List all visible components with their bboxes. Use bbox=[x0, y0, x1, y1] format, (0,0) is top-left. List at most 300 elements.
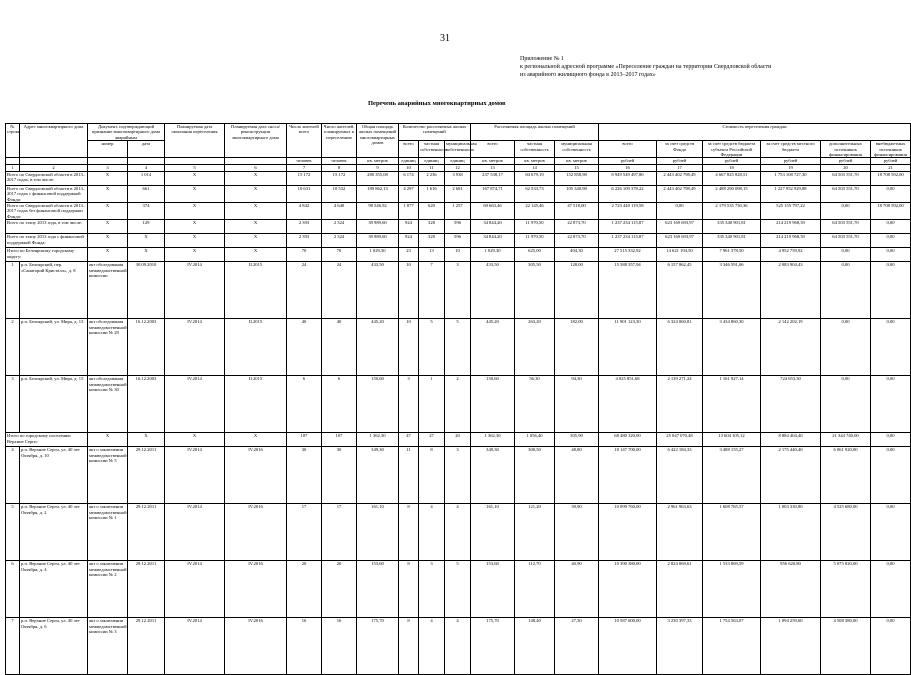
summary-cell: 21 344 740,00 bbox=[821, 433, 871, 447]
summary-cell: 98 546,92 bbox=[357, 203, 399, 220]
summary-cell: 1 257 bbox=[445, 203, 471, 220]
summary-cell: 2 393 bbox=[287, 220, 322, 234]
value-cell: 2 824 069,61 bbox=[657, 561, 703, 618]
summary-cell: 328 bbox=[419, 234, 445, 248]
column-numbers-row bbox=[6, 164, 911, 171]
value-cell: 8 bbox=[399, 561, 419, 618]
summary-cell: 2 324 bbox=[322, 234, 357, 248]
value-cell: 29.12.2011 bbox=[128, 447, 165, 504]
header-cost-total: всего bbox=[599, 141, 657, 158]
value-cell: II.2015 bbox=[225, 376, 287, 433]
value-cell: 11 bbox=[399, 447, 419, 504]
header-cost-extrabudget: внебюджетных источников финансирования bbox=[871, 141, 911, 158]
value-cell: 5 bbox=[445, 561, 471, 618]
summary-cell: 18 708 592,00 bbox=[871, 171, 911, 185]
value-cell: 6 157 862,45 bbox=[657, 262, 703, 319]
summary-cell: 596 bbox=[445, 220, 471, 234]
summary-cell: 10 631 bbox=[287, 185, 322, 202]
summary-cell: 280 355,08 bbox=[357, 171, 399, 185]
value-cell: 0,00 bbox=[871, 262, 911, 319]
value-cell: 2 175 440,40 bbox=[761, 447, 821, 504]
column-number: 13 bbox=[471, 164, 515, 171]
value-cell: 48,80 bbox=[555, 447, 599, 504]
summary-cell: 924 bbox=[399, 220, 419, 234]
summary-cell: 625,00 bbox=[515, 248, 555, 262]
summary-cell: 47 bbox=[399, 433, 419, 447]
summary-cell: 69 663,46 bbox=[471, 203, 515, 220]
header-demolition-date: Планируемая дата сноса/ реконструкции многоквартирного дома bbox=[225, 124, 287, 158]
column-number: 16 bbox=[599, 164, 657, 171]
summary-cell: 0,00 bbox=[821, 203, 871, 220]
summary-cell: 64 503 551,70 bbox=[821, 171, 871, 185]
summary-cell: 328 bbox=[419, 220, 445, 234]
unit-label: человек bbox=[322, 158, 357, 164]
unit-label: рублей bbox=[657, 158, 703, 164]
address-cell: р.п. Белоярский, ул. Мира, д. 13 bbox=[20, 319, 88, 376]
value-cell: 161,10 bbox=[357, 504, 399, 561]
header-address: Адрес многоквартирного дома bbox=[20, 124, 88, 158]
value-cell: 300,50 bbox=[515, 447, 555, 504]
row-number: 6 bbox=[6, 561, 20, 618]
value-cell: 40,90 bbox=[555, 561, 599, 618]
value-cell: акт о заключении межведомственной комиссии № 5 bbox=[88, 447, 128, 504]
unit-label: кв. метров bbox=[515, 158, 555, 164]
value-cell: 20 bbox=[287, 561, 322, 618]
summary-cell: 25 047 070,48 bbox=[657, 433, 703, 447]
address-cell: р.п. Белоярский, ул. Мира, д. 15 bbox=[20, 376, 88, 433]
summary-cell: 1 029,30 bbox=[471, 248, 515, 262]
summary-cell: X bbox=[165, 248, 225, 262]
summary-cell: X bbox=[88, 234, 128, 248]
summary-cell: 11 970,50 bbox=[515, 220, 555, 234]
header-cost: Стоимость переселения граждан bbox=[599, 124, 911, 141]
summary-cell: 7 961 378,50 bbox=[703, 248, 761, 262]
summary-cell: 2 393 bbox=[287, 234, 322, 248]
column-number: 20 bbox=[821, 164, 871, 171]
summary-cell: 1 753 108 727,30 bbox=[761, 171, 821, 185]
summary-cell: 0,00 bbox=[871, 234, 911, 248]
summary-cell: 237 538,17 bbox=[471, 171, 515, 185]
summary-cell: 64 503 551,70 bbox=[821, 185, 871, 202]
summary-cell: X bbox=[88, 203, 128, 220]
summary-cell: 2 324 bbox=[322, 220, 357, 234]
value-cell: 16.12.2003 bbox=[128, 319, 165, 376]
summary-cell: 2 236 bbox=[419, 171, 445, 185]
value-cell: 128,00 bbox=[555, 262, 599, 319]
summary-cell: 14 621 194,50 bbox=[657, 248, 703, 262]
summary-cell: 4 842 bbox=[287, 203, 322, 220]
value-cell: 8 bbox=[399, 618, 419, 675]
value-cell: 6 bbox=[322, 376, 357, 433]
summary-cell: 20 bbox=[445, 433, 471, 447]
summary-cell: 107 bbox=[322, 433, 357, 447]
value-cell: 1 533 869,59 bbox=[703, 561, 761, 618]
summary-cell: 167 874,71 bbox=[471, 185, 515, 202]
summary-cell: X bbox=[88, 248, 128, 262]
value-cell: 17 bbox=[287, 504, 322, 561]
summary-cell: 105 340,98 bbox=[555, 185, 599, 202]
value-cell: 8 bbox=[399, 504, 419, 561]
summary-cell: 6 226 109 378,22 bbox=[599, 185, 657, 202]
address-cell: р.п. Белоярский, пер. «Санаторий Кристалл», д. 8 bbox=[20, 262, 88, 319]
table-row bbox=[6, 504, 911, 561]
value-cell: 17 bbox=[322, 504, 357, 561]
unit-label: единиц bbox=[419, 158, 445, 164]
summary-cell: 47 518,00 bbox=[555, 203, 599, 220]
value-cell: 16.12.2003 bbox=[128, 376, 165, 433]
summary-cell: 0,00 bbox=[871, 433, 911, 447]
summary-label: Итого по городскому поселению Верхние Серги: bbox=[6, 433, 88, 447]
header-residents-total: Число жителей всего bbox=[287, 124, 322, 158]
summary-cell: 1 362,30 bbox=[357, 433, 399, 447]
header-cost-fund: за счет средств Фонда bbox=[657, 141, 703, 158]
summary-cell: X bbox=[225, 248, 287, 262]
row-number: 7 bbox=[6, 618, 20, 675]
summary-cell: 34 844,20 bbox=[471, 220, 515, 234]
value-cell: IV.2016 bbox=[225, 618, 287, 675]
summary-cell: 1 014 bbox=[128, 171, 165, 185]
table-row bbox=[6, 262, 911, 319]
value-cell: 29.12.2011 bbox=[128, 504, 165, 561]
column-number: 12 bbox=[445, 164, 471, 171]
summary-cell: 1 877 bbox=[399, 203, 419, 220]
summary-cell: X bbox=[88, 220, 128, 234]
summary-cell: 1 237 234 115,87 bbox=[599, 220, 657, 234]
value-cell: 148,40 bbox=[515, 618, 555, 675]
summary-cell: X bbox=[88, 185, 128, 202]
value-cell: 4 bbox=[445, 504, 471, 561]
value-cell: 3 434 860,30 bbox=[703, 319, 761, 376]
value-cell: 182,00 bbox=[555, 319, 599, 376]
value-cell: IV.2014 bbox=[165, 504, 225, 561]
header-cost-local: за счет средств местного бюджета bbox=[761, 141, 821, 158]
summary-cell: 64 503 551,70 bbox=[821, 234, 871, 248]
value-cell: 0,00 bbox=[821, 262, 871, 319]
summary-cell: 2 179 535 730,36 bbox=[703, 203, 761, 220]
value-cell: 3 488 155,27 bbox=[703, 447, 761, 504]
value-cell: 8 bbox=[419, 447, 445, 504]
summary-cell: 2 443 402 798,49 bbox=[657, 171, 703, 185]
summary-cell: 27 515 332,92 bbox=[599, 248, 657, 262]
value-cell: 10 099 760,00 bbox=[599, 504, 657, 561]
value-cell: 16 bbox=[322, 618, 357, 675]
unit-label: рублей bbox=[871, 158, 911, 164]
summary-cell: 15 172 bbox=[322, 171, 357, 185]
summary-label: Всего по этапу 2013 года с финансовой поддержкой Фонда: bbox=[6, 234, 88, 248]
value-cell: 2 139 271,24 bbox=[657, 376, 703, 433]
unit-label: кв. метров bbox=[357, 158, 399, 164]
value-cell: 4 bbox=[419, 618, 445, 675]
value-cell: 175,70 bbox=[357, 618, 399, 675]
value-cell: 724 653,30 bbox=[761, 376, 821, 433]
table-header bbox=[6, 124, 911, 165]
summary-cell: 374 bbox=[128, 203, 165, 220]
address-cell: р.п. Верхние Серги, ул. 40 лет Октября, д. 4 bbox=[20, 561, 88, 618]
summary-cell: 129 bbox=[128, 220, 165, 234]
value-cell: 4 525 680,00 bbox=[821, 504, 871, 561]
column-number: 3 bbox=[88, 164, 128, 171]
value-cell: 6 324 060,81 bbox=[657, 319, 703, 376]
value-cell: 29.12.2011 bbox=[128, 561, 165, 618]
summary-label: Всего по Свердловской области в 2013–2017 годах, в том числе: bbox=[6, 171, 88, 185]
summary-cell: 1 056,40 bbox=[515, 433, 555, 447]
value-cell: 6 422 184,33 bbox=[657, 447, 703, 504]
summary-label: Всего по этапу 2013 года, в том числе: bbox=[6, 220, 88, 234]
summary-cell: 1 237 234 115,87 bbox=[599, 234, 657, 248]
value-cell: 1 003 330,80 bbox=[761, 504, 821, 561]
value-cell: 3 346 591,06 bbox=[703, 262, 761, 319]
value-cell: 30.09.2010 bbox=[128, 262, 165, 319]
summary-cell: X bbox=[165, 220, 225, 234]
value-cell: 30 bbox=[322, 447, 357, 504]
header-doc-date: дата bbox=[128, 141, 165, 158]
summary-cell: 84 679,19 bbox=[515, 171, 555, 185]
value-cell: IV.2014 bbox=[165, 262, 225, 319]
value-cell: 3 bbox=[445, 447, 471, 504]
header-area-total: всего bbox=[471, 141, 515, 158]
summary-cell: 2 488 290 098,15 bbox=[703, 185, 761, 202]
value-cell: 263,20 bbox=[515, 319, 555, 376]
value-cell: акт обследования межведомственной комиссии bbox=[88, 262, 128, 319]
column-number: 8 bbox=[322, 164, 357, 171]
value-cell: акт о заключении межведомственной комиссии № 3 bbox=[88, 618, 128, 675]
value-cell: 2 bbox=[445, 376, 471, 433]
unit-label: кв. метров bbox=[555, 158, 599, 164]
header-document: Документ, подтверждающий признание многоквартирного дома аварийным bbox=[88, 124, 165, 141]
value-cell: 27,30 bbox=[555, 618, 599, 675]
value-cell: акт обследования межведомственной комиссии № 30 bbox=[88, 376, 128, 433]
value-cell: IV.2014 bbox=[165, 319, 225, 376]
unit-label: единиц bbox=[399, 158, 419, 164]
value-cell: 349,30 bbox=[357, 447, 399, 504]
value-cell: 1 094 259,60 bbox=[761, 618, 821, 675]
value-cell: 0,00 bbox=[871, 319, 911, 376]
summary-row bbox=[6, 248, 911, 262]
table-body bbox=[6, 164, 911, 674]
value-cell: IV.2016 bbox=[225, 561, 287, 618]
summary-cell: 525 155 797,22 bbox=[761, 203, 821, 220]
header-residents-planned: Число жителей, планируемых к переселению bbox=[322, 124, 357, 158]
summary-cell: 10 532 bbox=[322, 185, 357, 202]
value-cell: 30 bbox=[287, 447, 322, 504]
summary-cell: X bbox=[225, 185, 287, 202]
value-cell: 2 083 904,43 bbox=[761, 262, 821, 319]
summary-cell: X bbox=[225, 234, 287, 248]
summary-row bbox=[6, 220, 911, 234]
summary-cell: X bbox=[225, 203, 287, 220]
value-cell: акт о заключении межведомственной комиссии № 2 bbox=[88, 561, 128, 618]
header-area: Расселяемая площадь жилых помещений bbox=[471, 124, 599, 141]
summary-cell: 23 bbox=[399, 248, 419, 262]
summary-cell: 0,00 bbox=[871, 248, 911, 262]
value-cell: 24 bbox=[287, 262, 322, 319]
summary-cell: 214 219 968,39 bbox=[761, 220, 821, 234]
value-cell: 3 bbox=[445, 262, 471, 319]
column-number: 9 bbox=[357, 164, 399, 171]
value-cell: 0,00 bbox=[871, 618, 911, 675]
summary-label: Всего по Свердловской области в 2013–2017 годах с финансовой поддержкой Фонда: bbox=[6, 185, 88, 202]
summary-cell: 62 533,73 bbox=[515, 185, 555, 202]
summary-cell: 22 145,46 bbox=[515, 203, 555, 220]
value-cell: 10 bbox=[399, 319, 419, 376]
summary-cell: 404,30 bbox=[555, 248, 599, 262]
header-premises-municipal: муниципальная собственность bbox=[445, 141, 471, 158]
unit-label: рублей bbox=[599, 158, 657, 164]
value-cell: 956 620,80 bbox=[761, 561, 821, 618]
header-area-municipal: муниципальная собственность bbox=[555, 141, 599, 158]
row-number: 3 bbox=[6, 376, 20, 433]
table-row bbox=[6, 618, 911, 675]
header-resettlement-date: Планируемая дата окончания переселения bbox=[165, 124, 225, 158]
summary-cell: 623 169 693,97 bbox=[657, 234, 703, 248]
value-cell: IV.2014 bbox=[165, 618, 225, 675]
summary-cell: 924 bbox=[399, 234, 419, 248]
summary-cell: X bbox=[128, 248, 165, 262]
summary-cell: 0,00 bbox=[657, 203, 703, 220]
value-cell: 445,20 bbox=[471, 319, 515, 376]
summary-cell: X bbox=[165, 234, 225, 248]
value-cell: 1 bbox=[419, 376, 445, 433]
value-cell: 4 bbox=[445, 618, 471, 675]
unit-label: кв. метров bbox=[471, 158, 515, 164]
summary-cell: 11 970,50 bbox=[515, 234, 555, 248]
unit-label: рублей bbox=[821, 158, 871, 164]
summary-cell: X bbox=[225, 433, 287, 447]
summary-cell: 2 443 402 798,49 bbox=[657, 185, 703, 202]
summary-cell: 1 227 952 929,88 bbox=[761, 185, 821, 202]
summary-cell: 4 297 bbox=[399, 185, 419, 202]
header-cost-additional: дополнительных источников финансирования bbox=[821, 141, 871, 158]
value-cell: 7 bbox=[419, 262, 445, 319]
address-cell: р.п. Верхние Серги, ул. 40 лет Октября, д. 6 bbox=[20, 618, 88, 675]
value-cell: 94,30 bbox=[555, 376, 599, 433]
value-cell: 175,70 bbox=[471, 618, 515, 675]
value-cell: 0,00 bbox=[871, 447, 911, 504]
column-number: 1 bbox=[6, 164, 20, 171]
summary-cell: 623 169 693,97 bbox=[657, 220, 703, 234]
summary-cell: 305,90 bbox=[555, 433, 599, 447]
row-number: 4 bbox=[6, 447, 20, 504]
value-cell: 40 bbox=[287, 319, 322, 376]
value-cell: 16 bbox=[287, 618, 322, 675]
summary-cell: X bbox=[165, 203, 225, 220]
column-number: 15 bbox=[555, 164, 599, 171]
value-cell: 305,50 bbox=[515, 262, 555, 319]
value-cell: 1 608 765,57 bbox=[703, 504, 761, 561]
header-cost-region: за счет средств бюджета субъекта Российской Федерации bbox=[703, 141, 761, 158]
value-cell: 5 bbox=[445, 319, 471, 376]
header-row-number: № строки bbox=[6, 124, 20, 158]
column-number: 18 bbox=[703, 164, 761, 171]
column-number: 11 bbox=[419, 164, 445, 171]
summary-cell: X bbox=[165, 433, 225, 447]
value-cell: 4 508 380,00 bbox=[821, 618, 871, 675]
summary-cell: 2 681 bbox=[445, 185, 471, 202]
table-row bbox=[6, 447, 911, 504]
value-cell: 150,60 bbox=[471, 376, 515, 433]
summary-cell: 4 667 825 828,51 bbox=[703, 171, 761, 185]
appendix-line-3: из аварийного жилищного фонда в 2013–2017 годах» bbox=[520, 72, 656, 78]
summary-row bbox=[6, 171, 911, 185]
summary-cell: 1 029,30 bbox=[357, 248, 399, 262]
column-number: 21 bbox=[871, 164, 911, 171]
summary-cell: 68 480 320,00 bbox=[599, 433, 657, 447]
value-cell: 0,00 bbox=[871, 376, 911, 433]
summary-label: Итого по Белоярскому городскому округу: bbox=[6, 248, 88, 262]
value-cell: 18 147 700,00 bbox=[599, 447, 657, 504]
header-premises-total: всего bbox=[399, 141, 419, 158]
value-cell: IV.2014 bbox=[165, 561, 225, 618]
value-cell: 39,90 bbox=[555, 504, 599, 561]
value-cell: 0,00 bbox=[871, 561, 911, 618]
summary-cell: 152 858,98 bbox=[555, 171, 599, 185]
summary-cell: 8 884 404,40 bbox=[761, 433, 821, 447]
summary-cell: 3 938 bbox=[445, 171, 471, 185]
summary-cell: 0,00 bbox=[871, 220, 911, 234]
table-row bbox=[6, 319, 911, 376]
value-cell: 0,00 bbox=[821, 319, 871, 376]
value-cell: 153,60 bbox=[357, 561, 399, 618]
summary-cell: 8 949 549 497,80 bbox=[599, 171, 657, 185]
summary-cell: 10 bbox=[445, 248, 471, 262]
summary-cell: 0,00 bbox=[821, 248, 871, 262]
summary-cell: 18 708 592,00 bbox=[871, 203, 911, 220]
unit-label: единиц bbox=[445, 158, 471, 164]
summary-cell: 70 bbox=[322, 248, 357, 262]
value-cell: 11 901 123,30 bbox=[599, 319, 657, 376]
summary-row bbox=[6, 433, 911, 447]
summary-cell: X bbox=[165, 185, 225, 202]
row-number: 5 bbox=[6, 504, 20, 561]
value-cell: 24 bbox=[322, 262, 357, 319]
row-number: 2 bbox=[6, 319, 20, 376]
emergency-houses-table bbox=[5, 123, 911, 675]
value-cell: II.2015 bbox=[225, 319, 287, 376]
column-number: 4 bbox=[128, 164, 165, 171]
summary-cell: 39 989,60 bbox=[357, 220, 399, 234]
value-cell: 6 061 920,00 bbox=[821, 447, 871, 504]
summary-cell: 70 bbox=[287, 248, 322, 262]
summary-cell: X bbox=[88, 171, 128, 185]
summary-cell: X bbox=[225, 220, 287, 234]
summary-cell: 107 bbox=[287, 433, 322, 447]
value-cell: 40 bbox=[322, 319, 357, 376]
value-cell: IV.2016 bbox=[225, 447, 287, 504]
value-cell: 5 075 820,00 bbox=[821, 561, 871, 618]
value-cell: 10 390 380,00 bbox=[599, 561, 657, 618]
value-cell: акт о заключении межведомственной комиссии № 1 bbox=[88, 504, 128, 561]
value-cell: II.2015 bbox=[225, 262, 287, 319]
value-cell: 153,60 bbox=[471, 561, 515, 618]
address-cell: р.п. Верхние Серги, ул. 40 лет Октября, д. 2 bbox=[20, 504, 88, 561]
header-premises-private: частная собственность bbox=[419, 141, 445, 158]
appendix-caption bbox=[520, 55, 771, 79]
column-number: 17 bbox=[657, 164, 703, 171]
appendix-line-1: Приложение № 1 bbox=[520, 56, 564, 62]
value-cell: 29.12.2011 bbox=[128, 618, 165, 675]
value-cell: 0,00 bbox=[821, 376, 871, 433]
column-number: 14 bbox=[515, 164, 555, 171]
value-cell: 10 bbox=[399, 262, 419, 319]
value-cell: 5 bbox=[419, 319, 445, 376]
header-total-area: Общая площадь жилых помещений многоквартирных домов bbox=[357, 124, 399, 158]
summary-cell: 335 340 901,81 bbox=[703, 220, 761, 234]
column-number: 6 bbox=[225, 164, 287, 171]
table-row bbox=[6, 561, 911, 618]
summary-cell: X bbox=[128, 433, 165, 447]
summary-cell: 64 503 551,70 bbox=[821, 220, 871, 234]
value-cell: 2 961 963,63 bbox=[657, 504, 703, 561]
